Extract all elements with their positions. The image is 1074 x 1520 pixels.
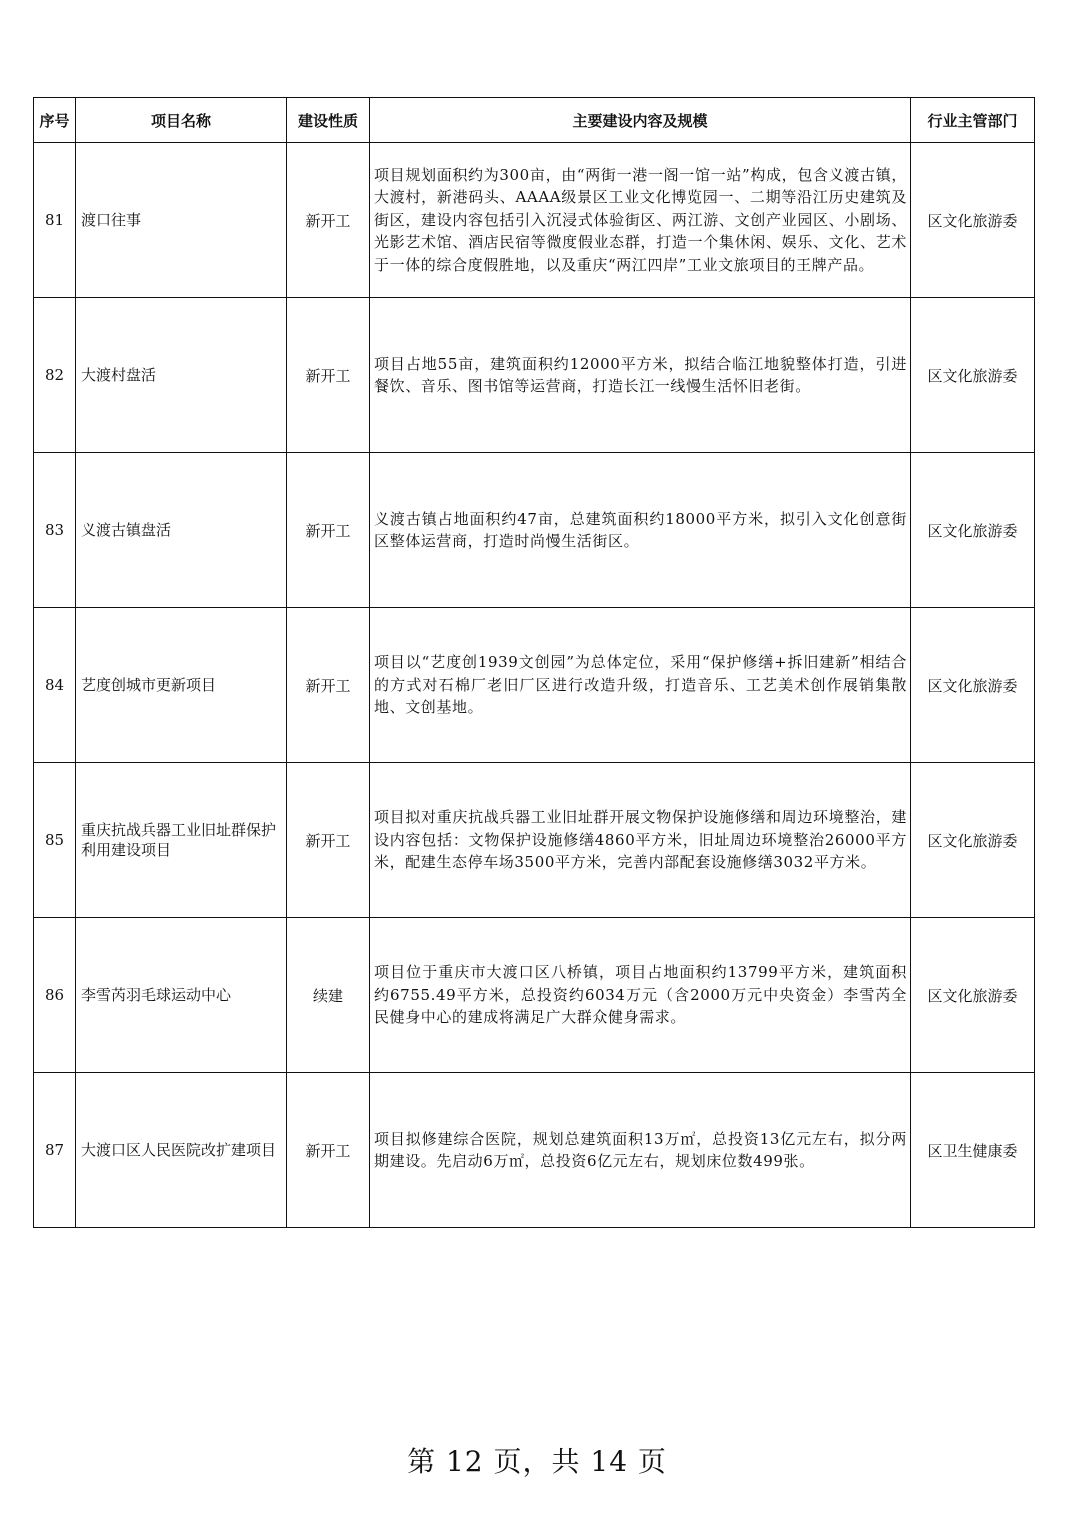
project-table bbox=[33, 97, 1035, 1228]
cell-serial-number: 83 bbox=[34, 453, 76, 608]
page-number-footer: 第 12 页，共 14 页 bbox=[407, 1445, 667, 1478]
cell-construction-nature: 新开工 bbox=[287, 608, 370, 763]
cell-department: 区文化旅游委 bbox=[911, 608, 1035, 763]
cell-main-content: 项目拟对重庆抗战兵器工业旧址群开展文物保护设施修缮和周边环境整治，建设内容包括：文物保护设施修缮4860平方米，旧址周边环境整治26000平方米，配建生态停车场3500平方米，完善内部配套设施修缮3032平方米。 bbox=[370, 763, 911, 918]
cell-department: 区文化旅游委 bbox=[911, 453, 1035, 608]
cell-project-name: 李雪芮羽毛球运动中心 bbox=[76, 918, 287, 1073]
table-row bbox=[34, 143, 1035, 298]
table-header-row bbox=[34, 98, 1035, 143]
cell-project-name: 重庆抗战兵器工业旧址群保护利用建设项目 bbox=[76, 763, 287, 918]
cell-serial-number: 87 bbox=[34, 1073, 76, 1228]
cell-main-content: 项目拟修建综合医院，规划总建筑面积13万㎡，总投资13亿元左右，拟分两期建设。先启动6万㎡，总投资6亿元左右，规划床位数499张。 bbox=[370, 1073, 911, 1228]
header-serial-number: 序号 bbox=[34, 98, 76, 143]
cell-construction-nature: 新开工 bbox=[287, 143, 370, 298]
cell-department: 区文化旅游委 bbox=[911, 143, 1035, 298]
cell-serial-number: 82 bbox=[34, 298, 76, 453]
cell-department: 区文化旅游委 bbox=[911, 918, 1035, 1073]
table-row bbox=[34, 608, 1035, 763]
cell-serial-number: 84 bbox=[34, 608, 76, 763]
header-construction-nature: 建设性质 bbox=[287, 98, 370, 143]
table-row bbox=[34, 763, 1035, 918]
cell-construction-nature: 新开工 bbox=[287, 453, 370, 608]
cell-construction-nature: 新开工 bbox=[287, 1073, 370, 1228]
cell-main-content: 项目规划面积约为300亩，由“两街一港一阁一馆一站”构成，包含义渡古镇，大渡村，新港码头、AAAA级景区工业文化博览园一、二期等沿江历史建筑及街区，建设内容包括引入沉浸式体验街区、两江游、文创产业园区、小剧场、光影艺术馆、酒店民宿等微度假业态群，打造一个集休闲、娱乐、文化、艺术于一体的综合度假胜地，以及重庆“两江四岸”工业文旅项目的王牌产品。 bbox=[370, 143, 911, 298]
cell-main-content: 项目以“艺度创1939文创园”为总体定位，采用“保护修缮+拆旧建新”相结合的方式对石棉厂老旧厂区进行改造升级，打造音乐、工艺美术创作展销集散地、文创基地。 bbox=[370, 608, 911, 763]
cell-project-name: 义渡古镇盘活 bbox=[76, 453, 287, 608]
cell-construction-nature: 续建 bbox=[287, 918, 370, 1073]
table-row bbox=[34, 298, 1035, 453]
cell-serial-number: 86 bbox=[34, 918, 76, 1073]
cell-construction-nature: 新开工 bbox=[287, 763, 370, 918]
header-main-content: 主要建设内容及规模 bbox=[370, 98, 911, 143]
table-row bbox=[34, 918, 1035, 1073]
header-project-name: 项目名称 bbox=[76, 98, 287, 143]
header-department: 行业主管部门 bbox=[911, 98, 1035, 143]
cell-main-content: 项目位于重庆市大渡口区八桥镇，项目占地面积约13799平方米，建筑面积约6755.49平方米，总投资约6034万元（含2000万元中央资金）李雪芮全民健身中心的建成将满足广大群众健身需求。 bbox=[370, 918, 911, 1073]
cell-main-content: 项目占地55亩，建筑面积约12000平方米，拟结合临江地貌整体打造，引进餐饮、音乐、图书馆等运营商，打造长江一线慢生活怀旧老街。 bbox=[370, 298, 911, 453]
cell-project-name: 渡口往事 bbox=[76, 143, 287, 298]
table-row bbox=[34, 453, 1035, 608]
table-row bbox=[34, 1073, 1035, 1228]
cell-serial-number: 81 bbox=[34, 143, 76, 298]
cell-department: 区卫生健康委 bbox=[911, 1073, 1035, 1228]
cell-project-name: 大渡村盘活 bbox=[76, 298, 287, 453]
cell-construction-nature: 新开工 bbox=[287, 298, 370, 453]
cell-main-content: 义渡古镇占地面积约47亩，总建筑面积约18000平方米，拟引入文化创意街区整体运营商，打造时尚慢生活街区。 bbox=[370, 453, 911, 608]
cell-serial-number: 85 bbox=[34, 763, 76, 918]
cell-department: 区文化旅游委 bbox=[911, 298, 1035, 453]
cell-department: 区文化旅游委 bbox=[911, 763, 1035, 918]
cell-project-name: 艺度创城市更新项目 bbox=[76, 608, 287, 763]
cell-project-name: 大渡口区人民医院改扩建项目 bbox=[76, 1073, 287, 1228]
